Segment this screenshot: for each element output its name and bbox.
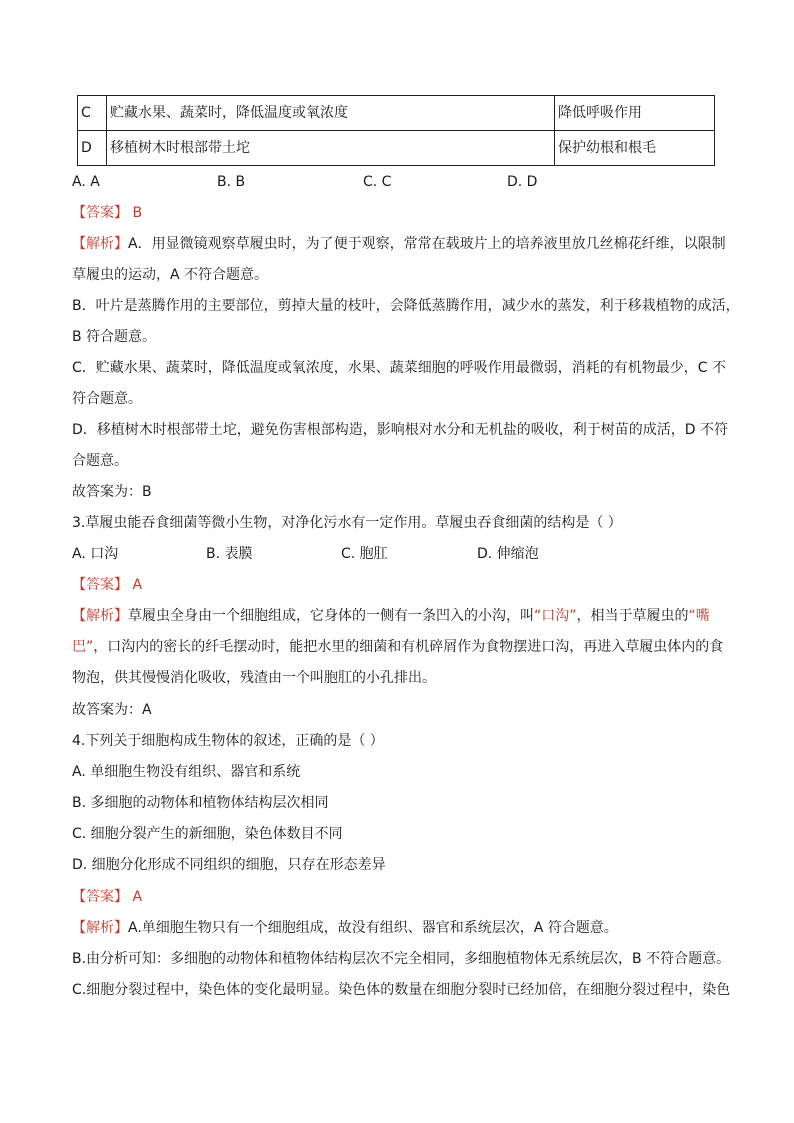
q3-analysis-line: 巴”，口沟内的密长的纤毛摆动时，能把水里的细菌和有机碎屑作为食物摆进口沟，再进入草履虫体内的食 <box>72 639 724 655</box>
q4-analysis-line: 【解析】A.单细胞生物只有一个细胞组成，故没有组织、器官和系统层次，A 符合题意。 <box>72 920 618 936</box>
row-measure: 移植树木时根部带土坨 <box>107 131 555 166</box>
q3-choices <box>72 544 712 564</box>
q2-choices <box>72 172 712 192</box>
options-table <box>77 95 715 166</box>
choice-d: D. D <box>507 174 538 190</box>
answer-tag: 【答案】 <box>72 205 128 221</box>
q2-analysis-line: 草履虫的运动，A 不符合题意。 <box>72 267 269 283</box>
row-letter: C <box>78 96 107 131</box>
q4-option-b: B. 多细胞的动物体和植物体结构层次相同 <box>72 795 329 811</box>
q2-analysis-line: 合题意。 <box>72 453 128 469</box>
choice-d: D. 伸缩泡 <box>477 546 539 562</box>
analysis-tag: 【解析】 <box>72 608 128 624</box>
quote-ba: 巴” <box>72 639 94 655</box>
answer-tag: 【答案】 <box>72 889 128 905</box>
q2-answer <box>72 203 142 223</box>
choice-b: B. 表膜 <box>206 546 253 562</box>
row-purpose: 降低呼吸作用 <box>555 96 715 131</box>
q4-analysis-line: B.由分析可知：多细胞的动物体和植物体结构层次不完全相同，多细胞植物体无系统层次，B 不符合题意。 <box>72 951 731 967</box>
q3-analysis-line: 【解析】草履虫全身由一个细胞组成，它身体的一侧有一条凹入的小沟，叫“口沟”，相当于草履虫的“嘴 <box>72 608 710 624</box>
q4-option-a: A. 单细胞生物没有组织、器官和系统 <box>72 764 301 780</box>
row-letter: D <box>78 131 107 166</box>
q2-analysis-line: B 符合题意。 <box>72 329 157 345</box>
q2-analysis-line: C．贮藏水果、蔬菜时，降低温度或氧浓度，水果、蔬菜细胞的呼吸作用最微弱，消耗的有机物最少，C 不 <box>72 360 726 376</box>
analysis-tag: 【解析】 <box>72 920 128 936</box>
q3-analysis-line: 物泡，供其慢慢消化吸收，残渣由一个叫胞肛的小孔排出。 <box>72 670 436 686</box>
q2-analysis-line: 【解析】A．用显微镜观察草履虫时，为了便于观察，常常在载玻片上的培养液里放几丝棉花纤维，以限制 <box>72 236 726 252</box>
q4-option-c: C. 细胞分裂产生的新细胞，染色体数目不同 <box>72 826 343 842</box>
q4-stem: 4.下列关于细胞构成生物体的叙述，正确的是（ ） <box>72 733 384 749</box>
q2-analysis-line: 符合题意。 <box>72 391 142 407</box>
q4-option-d: D. 细胞分化形成不同组织的细胞，只存在形态差异 <box>72 857 386 873</box>
q3-stem: 3.草履虫能吞食细菌等微小生物，对净化污水有一定作用。草履虫吞食细菌的结构是（ ） <box>72 515 622 531</box>
choice-a: A. 口沟 <box>72 546 119 562</box>
table-row <box>78 96 715 131</box>
q3-conclusion: 故答案为：A <box>72 702 152 718</box>
choice-b: B. B <box>217 174 246 190</box>
table-row <box>78 131 715 166</box>
q2-analysis-line: B．叶片是蒸腾作用的主要部位，剪掉大量的枝叶，会降低蒸腾作用，减少水的蒸发，利于移栽植物的成活， <box>72 298 740 314</box>
row-measure: 贮藏水果、蔬菜时，降低温度或氧浓度 <box>107 96 555 131</box>
choice-a: A. A <box>72 174 100 190</box>
choice-c: C. 胞肛 <box>341 546 388 562</box>
row-purpose: 保护幼根和根毛 <box>555 131 715 166</box>
quote-zui: “嘴 <box>688 608 710 624</box>
q2-conclusion: 故答案为：B <box>72 484 152 500</box>
answer-value: A <box>132 577 143 593</box>
answer-tag: 【答案】 <box>72 577 128 593</box>
q3-answer <box>72 575 142 595</box>
analysis-tag: 【解析】 <box>72 236 128 252</box>
q4-answer <box>72 887 142 907</box>
q4-analysis-line: C.细胞分裂过程中，染色体的变化最明显。染色体的数量在细胞分裂时已经加倍，在细胞分裂过程中，染色 <box>72 982 731 998</box>
answer-value: A <box>132 889 143 905</box>
answer-value: B <box>132 205 143 221</box>
quote-kougou: “口沟” <box>534 608 577 624</box>
choice-c: C. C <box>363 174 392 190</box>
q2-analysis-line: D．移植树木时根部带土坨，避免伤害根部构造，影响根对水分和无机盐的吸收，利于树苗的成活，D 不符 <box>72 422 729 438</box>
